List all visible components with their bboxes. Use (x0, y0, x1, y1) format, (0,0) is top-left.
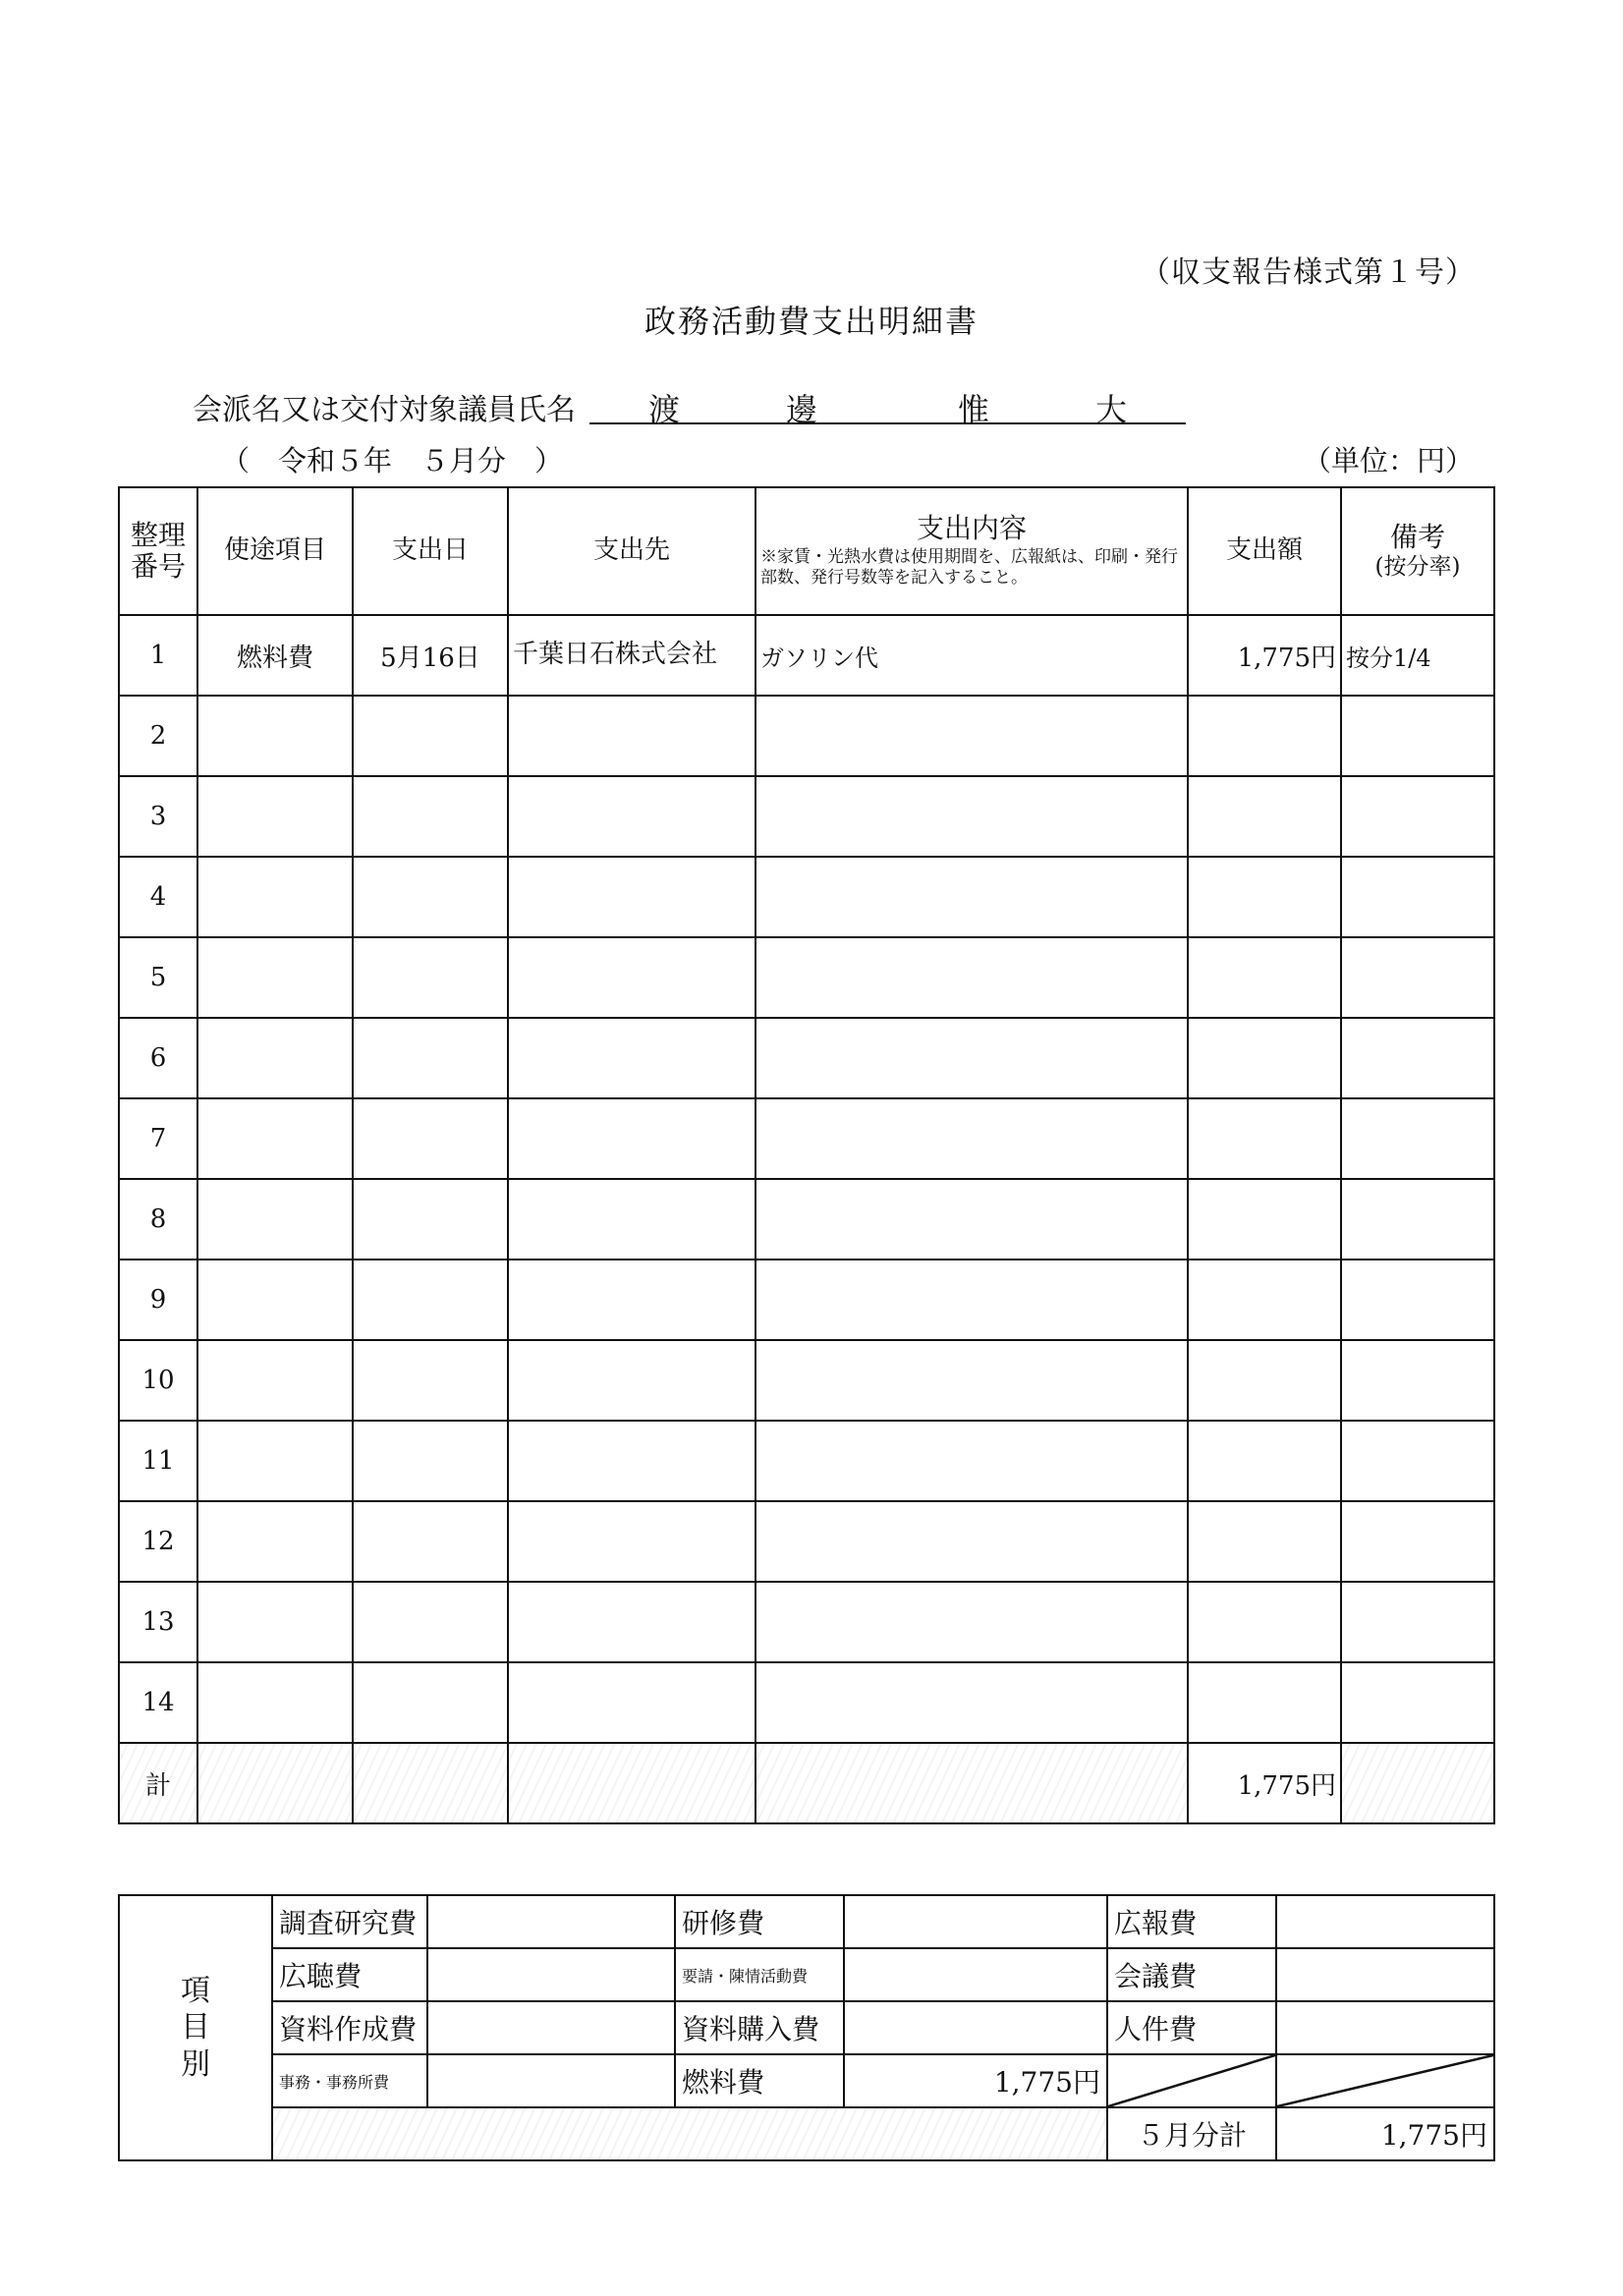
category-name: 要請・陳情活動費 (675, 1948, 844, 2001)
table-row (119, 696, 1494, 776)
table-row (119, 1260, 1494, 1340)
category-value: 1,775円 (844, 2054, 1107, 2107)
row-amount (1188, 1501, 1341, 1582)
row-amount (1188, 1179, 1341, 1260)
row-date: 5月16日 (353, 615, 508, 696)
table-row (119, 1179, 1494, 1260)
row-content (756, 937, 1188, 1018)
row-payee (508, 857, 756, 937)
table-row (119, 776, 1494, 857)
row-number: 2 (119, 696, 197, 776)
row-remarks (1341, 696, 1494, 776)
diagonal-blank-cell (1107, 2054, 1276, 2107)
row-number: 8 (119, 1179, 197, 1260)
total-label: 計 (119, 1743, 197, 1823)
table-cell (508, 1743, 756, 1823)
category-label: 項目別 (119, 1895, 272, 2160)
table-row (119, 615, 1494, 696)
name-char: 邊 (786, 391, 818, 428)
row-item (197, 1098, 353, 1179)
row-remarks (1341, 1582, 1494, 1662)
row-payee (508, 937, 756, 1018)
category-name: 広報費 (1107, 1895, 1276, 1948)
table-header-row (119, 487, 1494, 615)
header-remarks-title: 備考 (1389, 521, 1445, 554)
table-row (119, 1501, 1494, 1582)
row-number: 10 (119, 1340, 197, 1421)
table-cell (353, 1743, 508, 1823)
row-content (756, 1501, 1188, 1582)
table-row (119, 1340, 1494, 1421)
row-content (756, 1421, 1188, 1501)
row-remarks (1341, 857, 1494, 937)
report-period: （ 令和５年 ５月分 ） (221, 444, 564, 477)
category-value (1276, 1948, 1494, 2001)
category-value (844, 1948, 1107, 2001)
row-content (756, 1018, 1188, 1098)
row-payee (508, 776, 756, 857)
header-no: 整理 番号 (119, 487, 197, 615)
row-amount (1188, 1018, 1341, 1098)
row-date (353, 1501, 508, 1582)
row-number: 11 (119, 1421, 197, 1501)
header-payee: 支出先 (508, 487, 756, 615)
row-content (756, 1582, 1188, 1662)
month-total-label: ５月分計 (1107, 2107, 1276, 2160)
row-payee (508, 696, 756, 776)
row-payee (508, 1582, 756, 1662)
table-cell (1341, 1743, 1494, 1823)
category-name: 人件費 (1107, 2001, 1276, 2054)
row-content (756, 857, 1188, 937)
row-content (756, 1179, 1188, 1260)
row-number: 5 (119, 937, 197, 1018)
category-name: 調査研究費 (272, 1895, 427, 1948)
row-remarks (1341, 776, 1494, 857)
name-char: 大 (1095, 391, 1128, 428)
row-item (197, 1582, 353, 1662)
row-date (353, 1582, 508, 1662)
row-date (353, 937, 508, 1018)
row-payee (508, 1501, 756, 1582)
header-content-note: ※家賃・光熱水費は使用期間を、広報紙は、印刷・発行部数、発行号数等を記入すること。 (760, 547, 1178, 588)
row-remarks (1341, 1421, 1494, 1501)
row-date (353, 1098, 508, 1179)
row-number: 13 (119, 1582, 197, 1662)
row-item (197, 1340, 353, 1421)
header-date: 支出日 (353, 487, 508, 615)
row-payee (508, 1098, 756, 1179)
row-amount (1188, 1421, 1341, 1501)
row-item (197, 1179, 353, 1260)
form-number: （収支報告様式第１号） (1141, 255, 1476, 290)
row-amount (1188, 696, 1341, 776)
row-number: 14 (119, 1662, 197, 1743)
row-payee: 千葉日石株式会社 (508, 615, 756, 696)
header-remarks (1341, 487, 1494, 615)
row-remarks (1341, 1018, 1494, 1098)
category-name: 事務・事務所費 (272, 2054, 427, 2107)
row-amount (1188, 1582, 1341, 1662)
category-name: 燃料費 (675, 2054, 844, 2107)
row-date (353, 1421, 508, 1501)
category-value (1276, 1895, 1494, 1948)
row-date (353, 1260, 508, 1340)
name-char: 惟 (958, 391, 990, 428)
table-row (119, 857, 1494, 937)
category-summary-table (118, 1894, 1495, 2161)
row-content (756, 696, 1188, 776)
header-content (756, 487, 1188, 615)
blank-shaded-cell (272, 2107, 1107, 2160)
category-value (844, 1895, 1107, 1948)
header-remarks-sub: (按分率) (1374, 554, 1461, 581)
category-value (427, 2054, 675, 2107)
row-item: 燃料費 (197, 615, 353, 696)
row-number: 7 (119, 1098, 197, 1179)
row-item (197, 1260, 353, 1340)
row-content (756, 776, 1188, 857)
row-amount (1188, 937, 1341, 1018)
table-row (119, 1582, 1494, 1662)
total-amount: 1,775円 (1188, 1743, 1341, 1823)
table-row (119, 1018, 1494, 1098)
category-value (427, 1895, 675, 1948)
row-item (197, 1501, 353, 1582)
row-remarks (1341, 1260, 1494, 1340)
row-date (353, 776, 508, 857)
row-remarks (1341, 1098, 1494, 1179)
month-total-value: 1,775円 (1276, 2107, 1494, 2160)
row-remarks (1341, 1179, 1494, 1260)
row-date (353, 1662, 508, 1743)
row-content (756, 1662, 1188, 1743)
row-date (353, 696, 508, 776)
unit-label: （単位：円） (1302, 444, 1474, 477)
total-row (119, 1743, 1494, 1823)
row-content (756, 1260, 1188, 1340)
document-title: 政務活動費支出明細書 (644, 303, 979, 340)
row-item (197, 1662, 353, 1743)
category-value (1276, 2001, 1494, 2054)
row-number: 1 (119, 615, 197, 696)
row-remarks (1341, 1340, 1494, 1421)
row-remarks (1341, 1662, 1494, 1743)
row-number: 12 (119, 1501, 197, 1582)
table-row (119, 1662, 1494, 1743)
row-payee (508, 1340, 756, 1421)
row-remarks (1341, 937, 1494, 1018)
row-date (353, 1018, 508, 1098)
row-payee (508, 1421, 756, 1501)
row-item (197, 1421, 353, 1501)
category-value (427, 1948, 675, 2001)
row-date (353, 1340, 508, 1421)
row-amount: 1,775円 (1188, 615, 1341, 696)
row-payee (508, 1662, 756, 1743)
row-item (197, 696, 353, 776)
row-content (756, 1340, 1188, 1421)
row-content (756, 1098, 1188, 1179)
category-name: 資料購入費 (675, 2001, 844, 2054)
category-value (844, 2001, 1107, 2054)
row-item (197, 857, 353, 937)
row-date (353, 857, 508, 937)
category-name: 資料作成費 (272, 2001, 427, 2054)
name-char: 渡 (648, 391, 681, 428)
row-amount (1188, 1260, 1341, 1340)
row-number: 3 (119, 776, 197, 857)
row-number: 4 (119, 857, 197, 937)
row-remarks: 按分1/4 (1341, 615, 1494, 696)
row-payee (508, 1018, 756, 1098)
row-content: ガソリン代 (756, 615, 1188, 696)
expenditure-table (118, 486, 1495, 1824)
row-payee (508, 1260, 756, 1340)
row-amount (1188, 1098, 1341, 1179)
row-number: 9 (119, 1260, 197, 1340)
table-row (119, 937, 1494, 1018)
row-item (197, 937, 353, 1018)
diagonal-blank-cell (1276, 2054, 1494, 2107)
category-value (427, 2001, 675, 2054)
row-payee (508, 1179, 756, 1260)
header-content-title: 支出内容 (916, 512, 1027, 545)
table-cell (756, 1743, 1188, 1823)
row-item (197, 1018, 353, 1098)
table-cell (197, 1743, 353, 1823)
header-item: 使途項目 (197, 487, 353, 615)
row-date (353, 1179, 508, 1260)
category-name: 広聴費 (272, 1948, 427, 2001)
row-number: 6 (119, 1018, 197, 1098)
row-remarks (1341, 1501, 1494, 1582)
row-amount (1188, 1340, 1341, 1421)
table-row (119, 1098, 1494, 1179)
header-amount: 支出額 (1188, 487, 1341, 615)
row-amount (1188, 1662, 1341, 1743)
category-name: 会議費 (1107, 1948, 1276, 2001)
row-amount (1188, 857, 1341, 937)
category-name: 研修費 (675, 1895, 844, 1948)
row-amount (1188, 776, 1341, 857)
table-row (119, 1421, 1494, 1501)
row-item (197, 776, 353, 857)
name-label: 会派名又は交付対象議員氏名 (193, 393, 576, 427)
